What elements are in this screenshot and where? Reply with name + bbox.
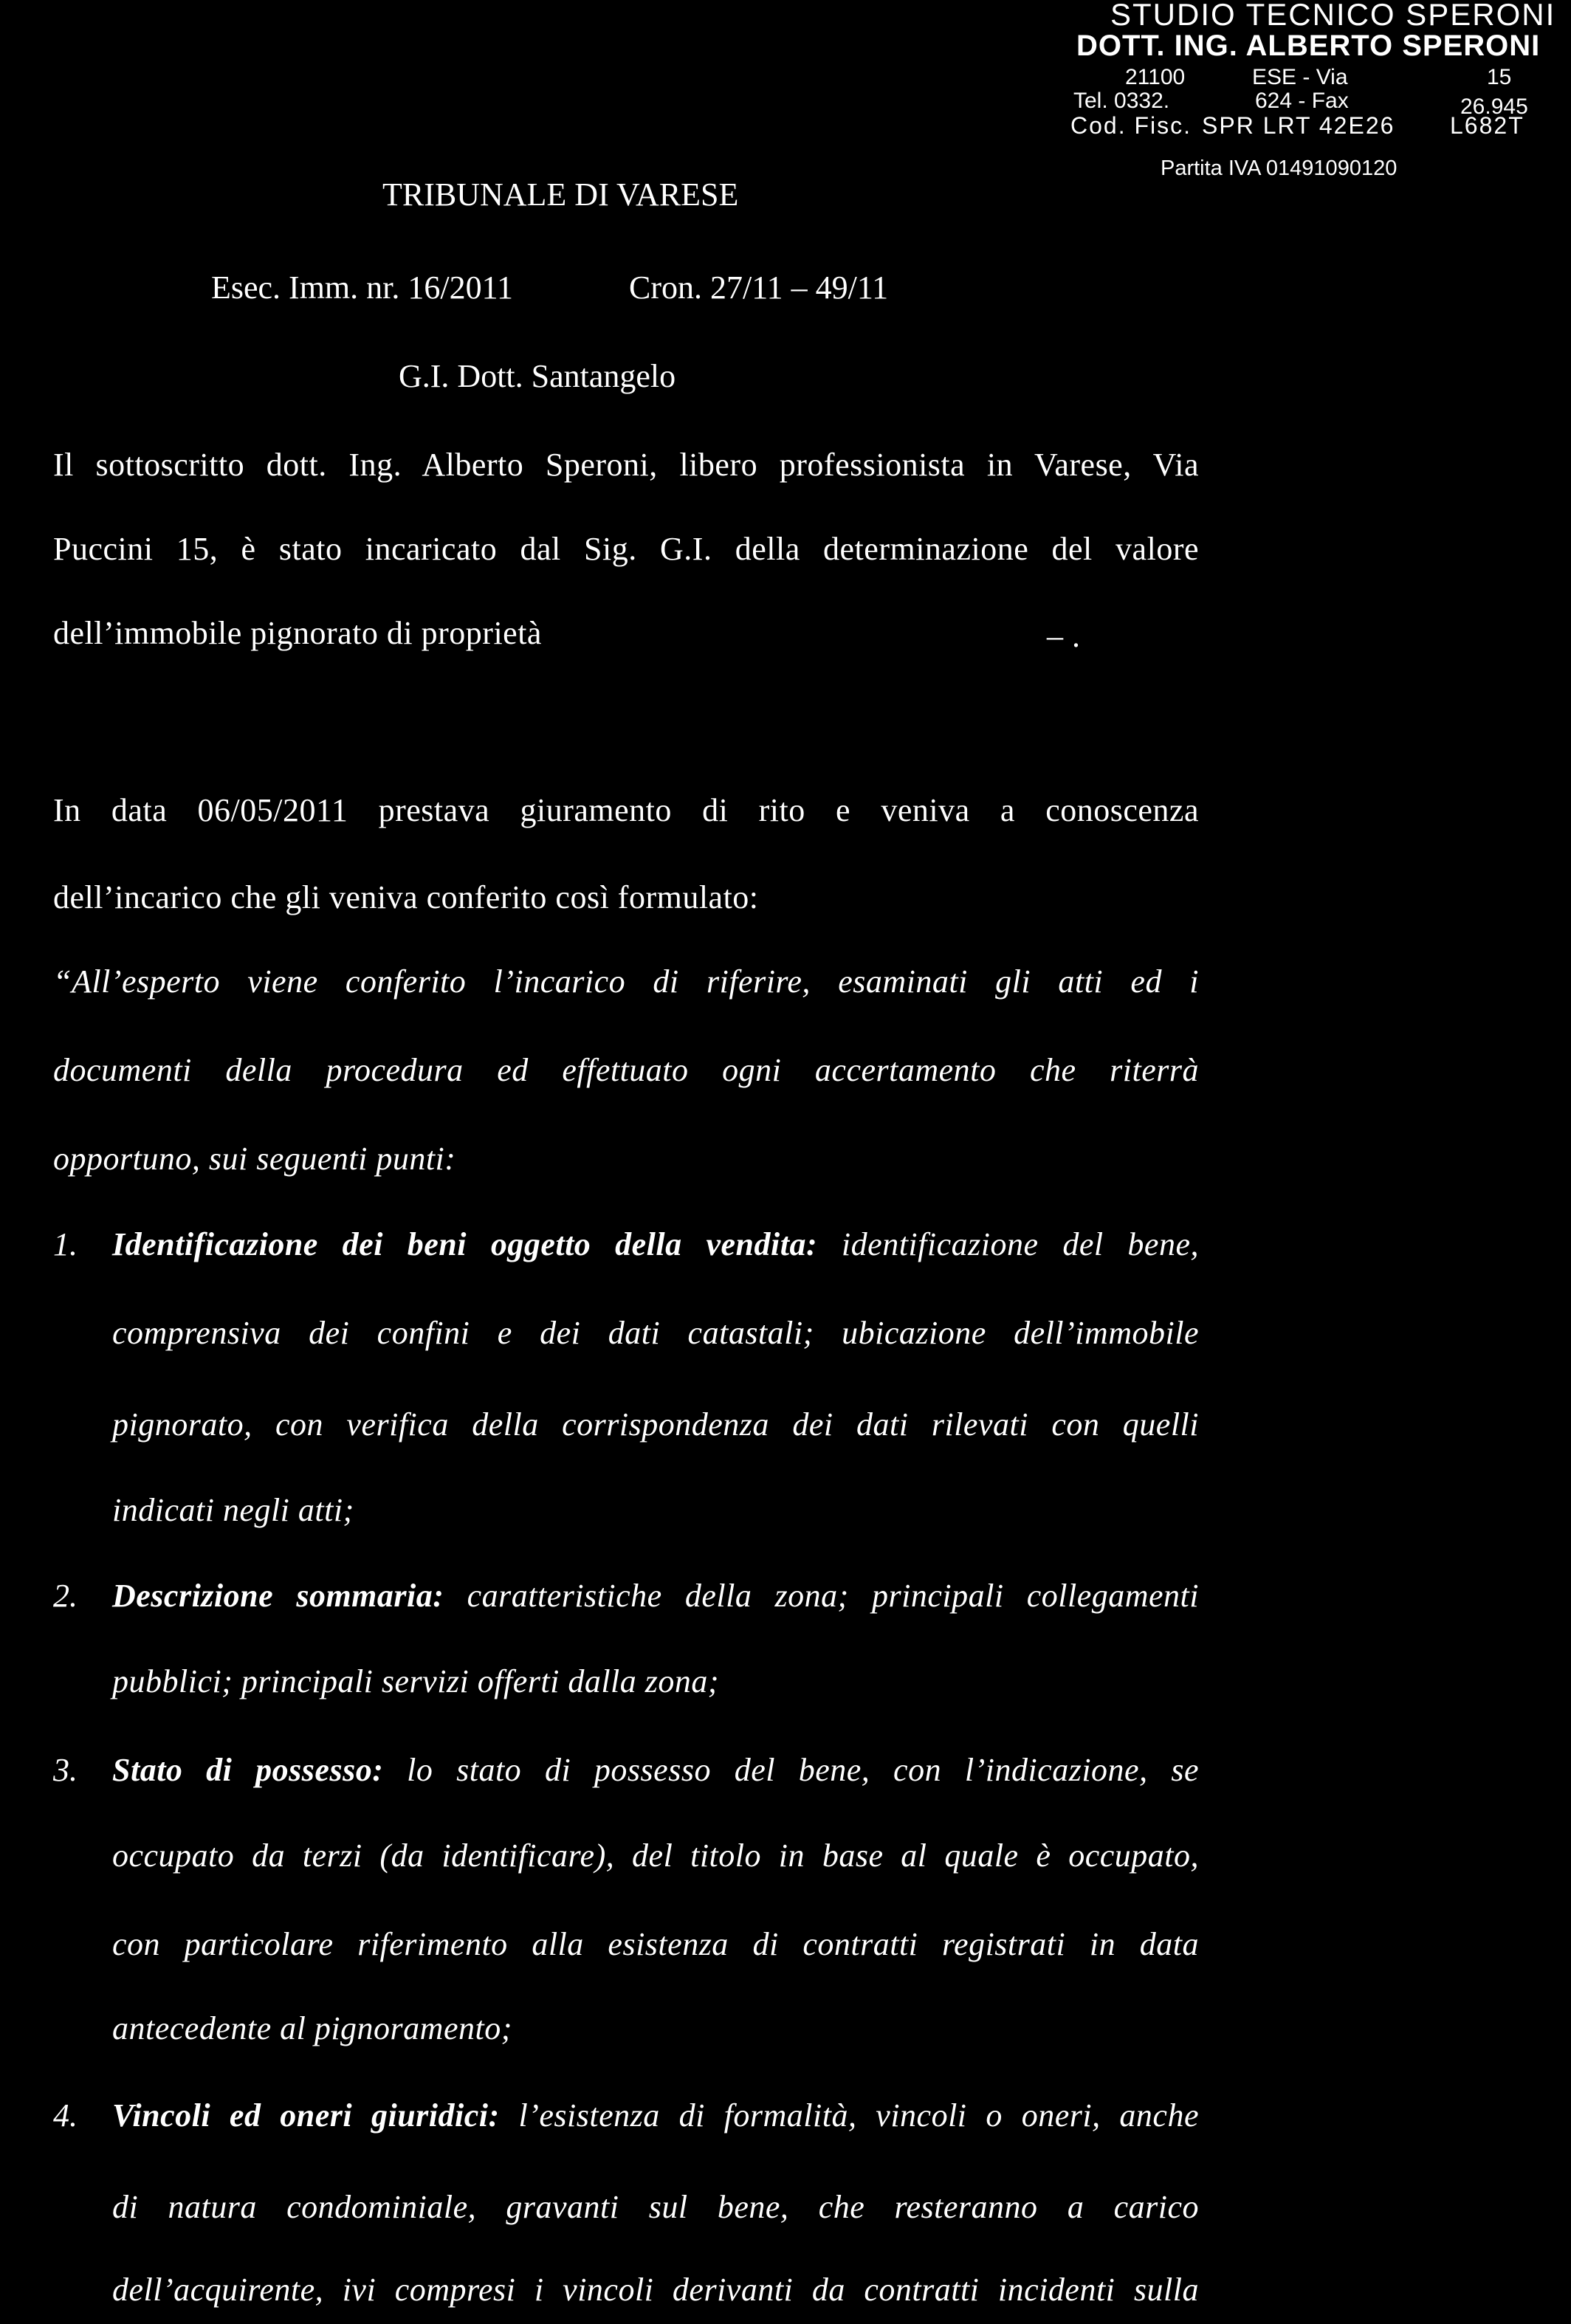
point-title: Identificazione dei beni oggetto della vendita: bbox=[112, 1226, 818, 1262]
oath-line-2: dell’incarico che gli veniva conferito così formulato: bbox=[53, 879, 759, 915]
execution-number: Esec. Imm. nr. 16/2011 bbox=[211, 269, 513, 306]
point-number: 4. bbox=[53, 2097, 78, 2134]
intro-line-2: Puccini 15, è stato incaricato dal Sig. G.I. della determinazione del valore bbox=[53, 531, 1199, 567]
intro-line-1: Il sottoscritto dott. Ing. Alberto Speroni, libero professionista in Varese, Via bbox=[53, 447, 1199, 483]
point-title: Vincoli ed oneri giuridici: bbox=[112, 2097, 500, 2134]
point-first-line bbox=[112, 1225, 1199, 1263]
stamp-fiscal-code-end: L682T bbox=[1450, 112, 1524, 139]
point-text: identificazione del bene, bbox=[817, 1226, 1199, 1262]
quote-line-1: “All’esperto viene conferito l’incarico di riferire, esaminati gli atti ed i bbox=[53, 963, 1199, 1000]
point-first-line bbox=[112, 1577, 1199, 1615]
point-title: Stato di possesso: bbox=[112, 1752, 384, 1788]
stamp-fiscal-label: Cod. Fisc. bbox=[1070, 112, 1192, 139]
point-line: occupato da terzi (da identificare), del titolo in base al quale è occupato, bbox=[112, 1837, 1199, 1874]
point-title: Descrizione sommaria: bbox=[112, 1578, 444, 1614]
quote-line-3: opportuno, sui seguenti punti: bbox=[53, 1141, 456, 1177]
point-text: l’esistenza di formalità, vincoli o oneri, anche bbox=[499, 2097, 1199, 2134]
point-line: pubblici; principali servizi offerti dalla zona; bbox=[112, 1663, 720, 1699]
stamp-fax-number: 26.945 bbox=[1460, 94, 1528, 119]
stamp-street-number: 15 bbox=[1487, 65, 1512, 89]
point-first-line bbox=[112, 2097, 1199, 2134]
point-line: pignorato, con verifica della corrispondenza dei dati rilevati con quelli bbox=[112, 1406, 1199, 1443]
point-line: indicati negli atti; bbox=[112, 1492, 354, 1528]
point-number: 3. bbox=[53, 1752, 78, 1788]
stamp-engineer-name: DOTT. ING. ALBERTO SPERONI bbox=[1076, 30, 1541, 62]
point-line: comprensiva dei confini e dei dati catastali; ubicazione dell’immobile bbox=[112, 1315, 1199, 1351]
stamp-studio-name: STUDIO TECNICO SPERONI bbox=[1110, 0, 1556, 32]
point-line: con particolare riferimento alla esistenza di contratti registrati in data bbox=[112, 1926, 1199, 1962]
point-line: antecedente al pignoramento; bbox=[112, 2010, 512, 2046]
intro-line-3: dell’immobile pignorato di proprietà bbox=[53, 615, 542, 651]
oath-line-1: In data 06/05/2011 prestava giuramento di rito e veniva a conoscenza bbox=[53, 792, 1199, 828]
point-number: 2. bbox=[53, 1578, 78, 1614]
tribunal-title: TRIBUNALE DI VARESE bbox=[382, 176, 739, 213]
point-line: di natura condominiale, gravanti sul bene, che resteranno a carico bbox=[112, 2189, 1199, 2225]
point-number: 1. bbox=[53, 1226, 78, 1262]
stamp-fiscal-code: SPR LRT 42E26 bbox=[1202, 112, 1395, 139]
stamp-postcode: 21100 bbox=[1125, 65, 1186, 89]
point-line: dell’acquirente, ivi compresi i vincoli derivanti da contratti incidenti sulla bbox=[112, 2272, 1199, 2308]
quote-line-2: documenti della procedura ed effettuato ogni accertamento che riterrà bbox=[53, 1052, 1199, 1088]
stamp-street: ESE - Via bbox=[1252, 65, 1348, 89]
point-text: caratteristiche della zona; principali collegamenti bbox=[444, 1578, 1199, 1614]
chronology-number: Cron. 27/11 – 49/11 bbox=[629, 269, 889, 306]
intro-line-3-tail: – . bbox=[1047, 618, 1081, 654]
judge-name: G.I. Dott. Santangelo bbox=[399, 358, 676, 394]
stamp-vat: Partita IVA 01491090120 bbox=[1161, 157, 1398, 180]
stamp-tel-fax: 624 - Fax bbox=[1255, 89, 1349, 113]
point-text: lo stato di possesso del bene, con l’indicazione, se bbox=[383, 1752, 1199, 1788]
stamp-tel: Tel. 0332. bbox=[1073, 89, 1170, 113]
point-first-line bbox=[112, 1751, 1199, 1789]
